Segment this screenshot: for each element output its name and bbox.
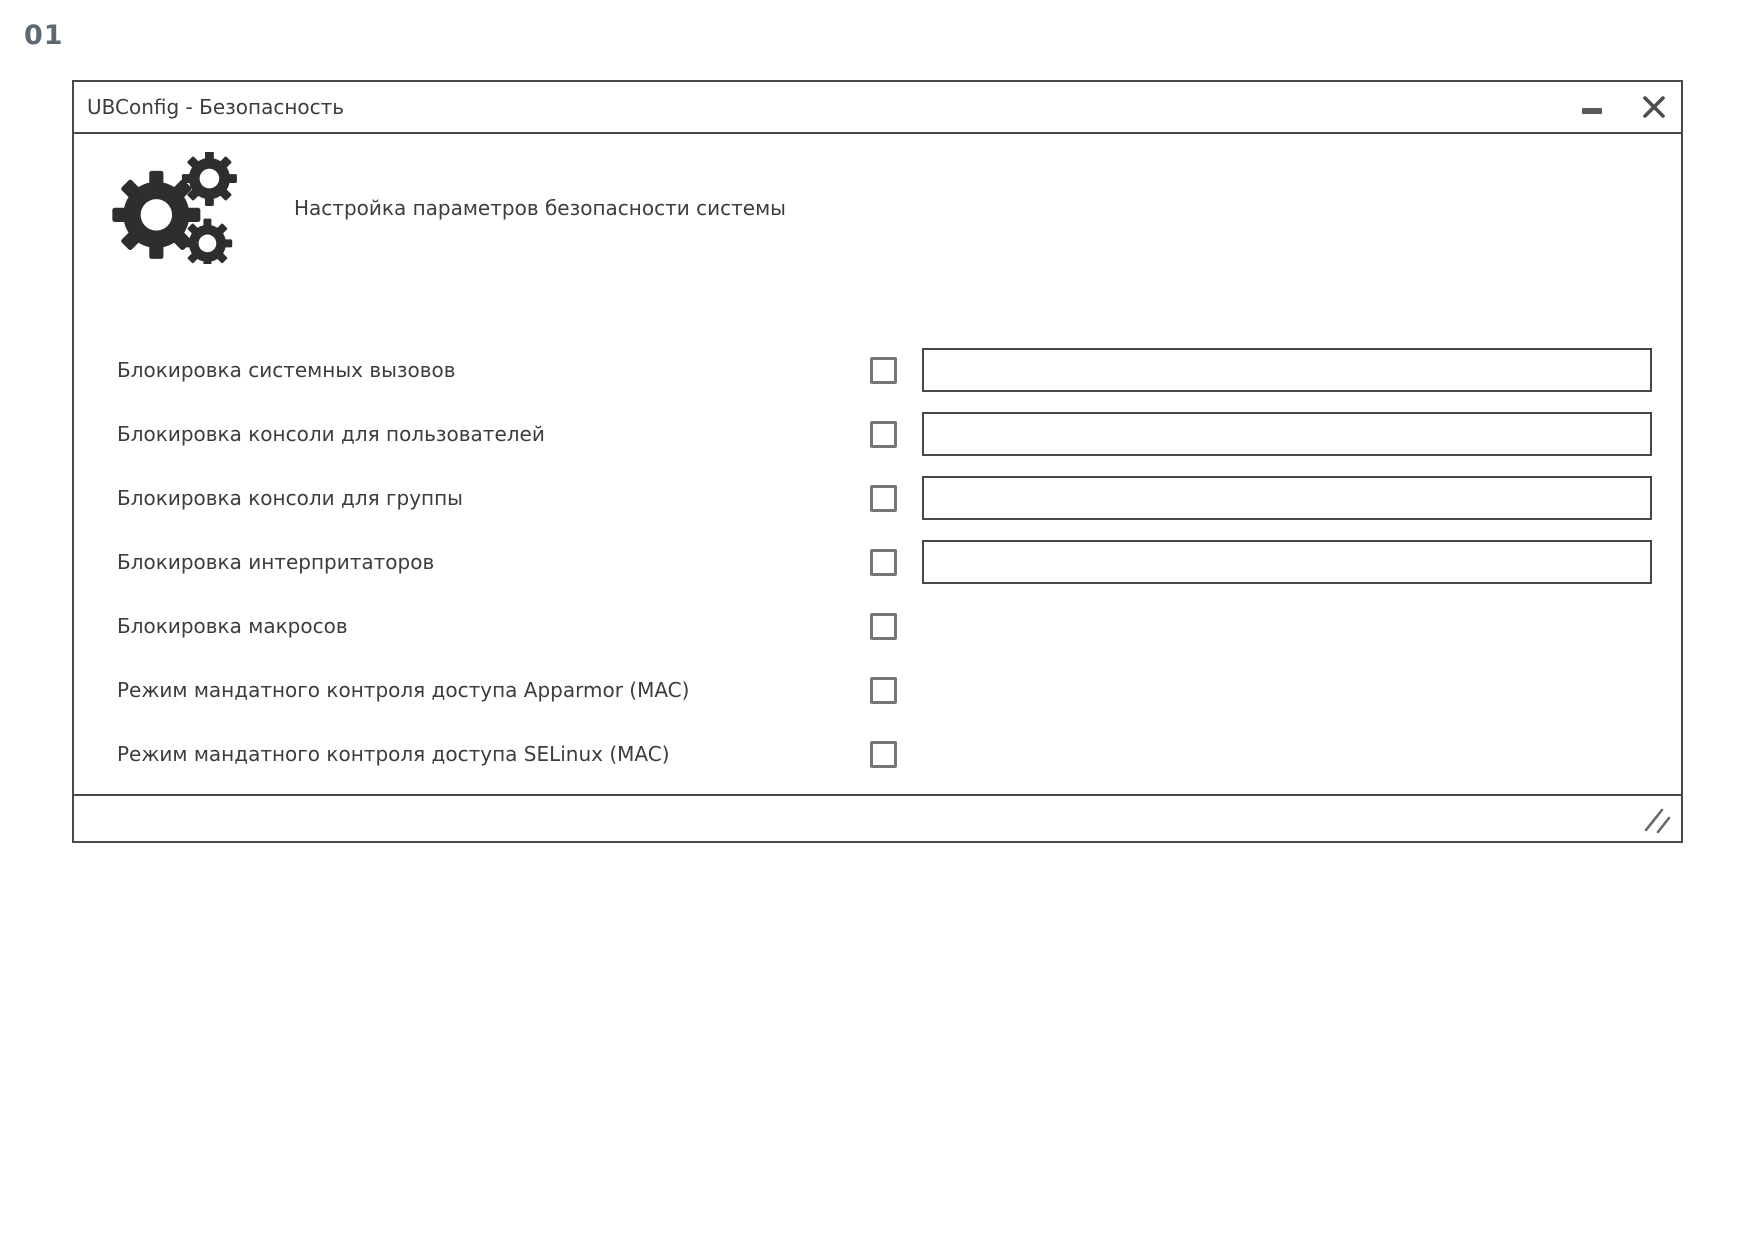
status-bar bbox=[74, 794, 1681, 841]
row-checkbox[interactable] bbox=[870, 485, 897, 512]
minimize-icon bbox=[1582, 108, 1602, 114]
row-checkbox[interactable] bbox=[870, 613, 897, 640]
row-input[interactable] bbox=[922, 540, 1652, 584]
window-title-bar[interactable] bbox=[74, 82, 1681, 134]
form-row bbox=[74, 658, 1681, 722]
page-annotation: 01 bbox=[24, 20, 64, 51]
close-icon bbox=[1641, 94, 1667, 120]
window-title: UBConfig - Безопасность bbox=[87, 95, 345, 119]
form-row bbox=[74, 466, 1681, 530]
form-row bbox=[74, 722, 1681, 786]
minimize-button[interactable] bbox=[1579, 92, 1605, 122]
form-row bbox=[74, 402, 1681, 466]
row-input[interactable] bbox=[922, 348, 1652, 392]
row-checkbox[interactable] bbox=[870, 549, 897, 576]
form-row bbox=[74, 594, 1681, 658]
resize-grip-icon[interactable] bbox=[1643, 807, 1673, 835]
row-label: Блокировка интерпритаторов bbox=[117, 550, 435, 574]
row-checkbox[interactable] bbox=[870, 741, 897, 768]
row-label: Режим мандатного контроля доступа SELinux (MAC) bbox=[117, 742, 670, 766]
row-label: Режим мандатного контроля доступа Apparmor (MAC) bbox=[117, 678, 690, 702]
row-label: Блокировка макросов bbox=[117, 614, 348, 638]
row-input[interactable] bbox=[922, 476, 1652, 520]
form-row bbox=[74, 530, 1681, 594]
row-input[interactable] bbox=[922, 412, 1652, 456]
row-checkbox[interactable] bbox=[870, 677, 897, 704]
security-settings-form bbox=[74, 338, 1681, 786]
page-title: Настройка параметров безопасности системы bbox=[294, 196, 786, 220]
window-body bbox=[74, 134, 1681, 794]
form-row bbox=[74, 338, 1681, 402]
row-label: Блокировка консоли для группы bbox=[117, 486, 463, 510]
row-label: Блокировка консоли для пользователей bbox=[117, 422, 545, 446]
row-label: Блокировка системных вызовов bbox=[117, 358, 456, 382]
ubconfig-security-window bbox=[72, 80, 1683, 843]
row-checkbox[interactable] bbox=[870, 421, 897, 448]
row-checkbox[interactable] bbox=[870, 357, 897, 384]
close-button[interactable] bbox=[1641, 92, 1667, 122]
icon-header bbox=[112, 152, 1681, 264]
gears-icon bbox=[112, 152, 240, 264]
